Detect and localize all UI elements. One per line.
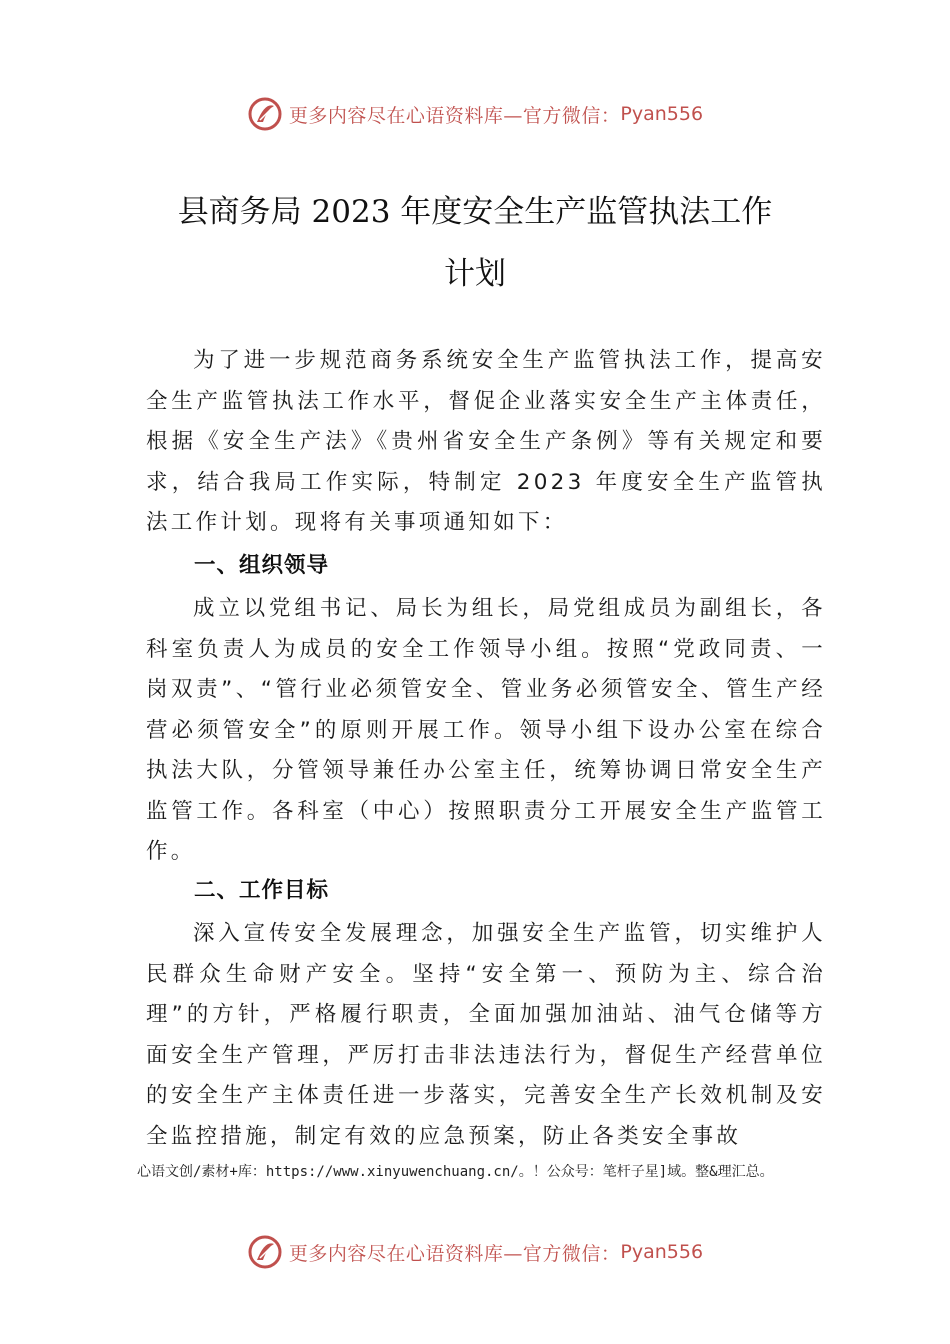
section-body-organization: 成立以党组书记、局长为组长，局党组成员为副组长，各科室负责人为成员的安全工作领导小组。按照“党政同责、一岗双责”、“管行业必须管安全、管业务必须管安全、管生产经营必须管安全”的原则开展工作。领导小组下设办公室在综合执法大队，分管领导兼任办公室主任，统筹协调日常安全生产监管工作。各科室（中心）按照职责分工开展安全生产监管工作。 [146, 596, 826, 864]
document-title-line2: 计划 [444, 256, 506, 292]
section-heading-organization: 一、组织领导 [194, 553, 330, 578]
brand-logo-icon [247, 1234, 283, 1270]
header-banner [0, 94, 950, 134]
banner-wechat-id: Pyan556 [620, 1241, 704, 1263]
section-heading-goals: 二、工作目标 [194, 878, 330, 903]
section-body-goals: 深入宣传安全发展理念，加强安全生产监管，切实维护人民群众生命财产安全。坚持“安全第一、预防为主、综合治理”的方针，严格履行职责，全面加强加油站、油气仓储等方面安全生产管理，严厉打击非法违法行为，督促生产经营单位的安全生产主体责任进一步落实，完善安全生产长效机制及安全监控措施，制定有效的应急预案，防止各类安全事故 [146, 921, 826, 1149]
footer-source-note: 心语文创/素材+库：https://www.xinyuwenchuang.cn/。！公众号：笔杆子星]域。整&理汇总。 [137, 1164, 774, 1180]
banner-wechat-id: Pyan556 [620, 103, 704, 125]
banner-text: 更多内容尽在心语资料库—官方微信： [288, 104, 621, 127]
document-title-line1: 县商务局 2023 年度安全生产监管执法工作 [177, 194, 773, 230]
banner-text: 更多内容尽在心语资料库—官方微信： [288, 1242, 621, 1265]
brand-logo-icon [247, 96, 283, 132]
footer-banner [0, 1232, 950, 1272]
intro-paragraph: 为了进一步规范商务系统安全生产监管执法工作，提高安全生产监管执法工作水平，督促企业落实安全生产主体责任，根据《安全生产法》《贵州省安全生产条例》等有关规定和要求，结合我局工作实际，特制定 2023 年度安全生产监管执法工作计划。现将有关事项通知如下： [146, 348, 826, 535]
